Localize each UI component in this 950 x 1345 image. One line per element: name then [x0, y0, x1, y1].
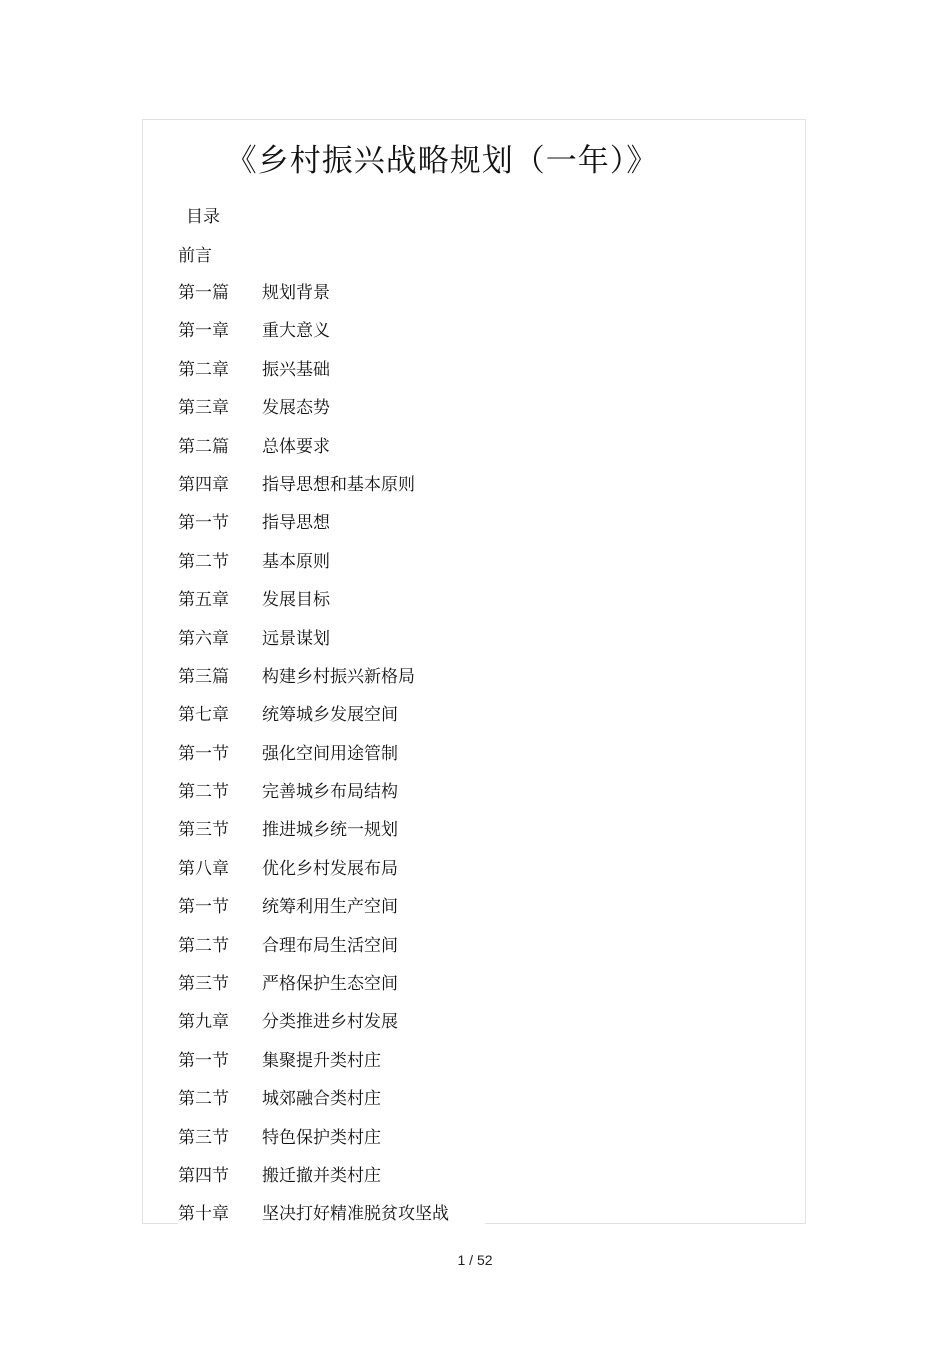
toc-entry-title: 城郊融合类村庄	[262, 1089, 381, 1110]
toc-entry	[178, 1200, 485, 1238]
toc-entry-title: 振兴基础	[262, 359, 330, 380]
toc-entry-title: 发展态势	[262, 398, 330, 419]
toc-entry-number: 第一节	[178, 897, 229, 918]
toc-entry-number: 第四节	[178, 1165, 229, 1186]
toc-entry-number: 第一节	[178, 513, 229, 534]
toc-entry-number: 第九章	[178, 1012, 229, 1033]
toc-entry-title: 远景谋划	[262, 628, 330, 649]
toc-entry-number: 第六章	[178, 628, 229, 649]
toc-entry-title: 统筹城乡发展空间	[262, 705, 398, 726]
toc-entry	[178, 663, 485, 701]
toc-entry	[178, 893, 485, 931]
toc-entry	[178, 509, 485, 547]
toc-entry-title: 集聚提升类村庄	[262, 1050, 381, 1071]
toc-entry	[178, 855, 485, 893]
toc-entry	[178, 1162, 485, 1200]
toc-entry-title: 严格保护生态空间	[262, 974, 398, 995]
toc-entry	[178, 740, 485, 778]
toc-entry-title: 统筹利用生产空间	[262, 897, 398, 918]
toc-entry-number: 第一节	[178, 743, 229, 764]
toc-entry	[178, 317, 485, 355]
toc-entry-number: 第七章	[178, 705, 229, 726]
toc-entry	[178, 1124, 485, 1162]
toc-entry	[178, 548, 485, 586]
toc-entry-title: 构建乡村振兴新格局	[262, 666, 415, 687]
toc-entry-number: 第三篇	[178, 666, 229, 687]
toc-preface: 前言	[178, 246, 212, 266]
toc-entry-number: 第二节	[178, 551, 229, 572]
toc-entry-title: 特色保护类村庄	[262, 1127, 381, 1148]
toc-entry-title: 强化空间用途管制	[262, 743, 398, 764]
toc-entry-title: 合理布局生活空间	[262, 935, 398, 956]
toc-heading: 目录	[186, 207, 220, 227]
page-number-indicator: 1 / 52	[457, 1252, 493, 1268]
toc-entry-number: 第一章	[178, 321, 229, 342]
toc-entry-title: 规划背景	[262, 283, 330, 303]
toc-entry	[178, 625, 485, 663]
toc-entry	[178, 1047, 485, 1085]
toc-entry-number: 第二节	[178, 935, 229, 956]
toc-entry	[178, 701, 485, 739]
toc-entry-number: 第一节	[178, 1050, 229, 1071]
toc-entry-title: 基本原则	[262, 551, 330, 572]
toc-entry-number: 第二节	[178, 782, 229, 803]
toc-entry-title: 指导思想和基本原则	[262, 474, 415, 495]
toc-entry-number: 第一篇	[178, 283, 229, 303]
toc-entry-title: 分类推进乡村发展	[262, 1012, 398, 1033]
toc-entry-number: 第八章	[178, 858, 229, 879]
toc-entry	[178, 932, 485, 970]
toc-entry-title: 重大意义	[262, 321, 330, 342]
toc-entry	[178, 279, 485, 317]
toc-entry-number: 第十章	[178, 1204, 229, 1225]
toc-entry	[178, 433, 485, 471]
document-title: 《乡村振兴战略规划（一年）》	[225, 143, 659, 179]
toc-entry	[178, 394, 485, 432]
toc-entry-number: 第三节	[178, 974, 229, 995]
toc-entry-number: 第三节	[178, 820, 229, 841]
toc-entry	[178, 1085, 485, 1123]
toc-entry	[178, 356, 485, 394]
toc-entry-title: 指导思想	[262, 513, 330, 534]
toc-entry-title: 完善城乡布局结构	[262, 782, 398, 803]
toc-entry	[178, 1008, 485, 1046]
toc-entry-number: 第二章	[178, 359, 229, 380]
toc-entry-number: 第五章	[178, 590, 229, 611]
toc-entry-number: 第三节	[178, 1127, 229, 1148]
toc-entry	[178, 816, 485, 854]
toc-entry	[178, 778, 485, 816]
toc-entry-title: 优化乡村发展布局	[262, 858, 398, 879]
toc-entry	[178, 471, 485, 509]
toc-entry-number: 第四章	[178, 474, 229, 495]
toc-entry	[178, 970, 485, 1008]
toc-entry-title: 搬迁撤并类村庄	[262, 1165, 381, 1186]
toc-entry-title: 发展目标	[262, 590, 330, 611]
toc-entry	[178, 586, 485, 624]
toc-entry-number: 第三章	[178, 398, 229, 419]
toc-entry-number: 第二篇	[178, 436, 229, 457]
toc-list	[178, 279, 485, 1239]
toc-entry-title: 总体要求	[262, 436, 330, 457]
toc-entry-title: 坚决打好精准脱贫攻坚战	[262, 1204, 449, 1225]
toc-entry-number: 第二节	[178, 1089, 229, 1110]
toc-entry-title: 推进城乡统一规划	[262, 820, 398, 841]
